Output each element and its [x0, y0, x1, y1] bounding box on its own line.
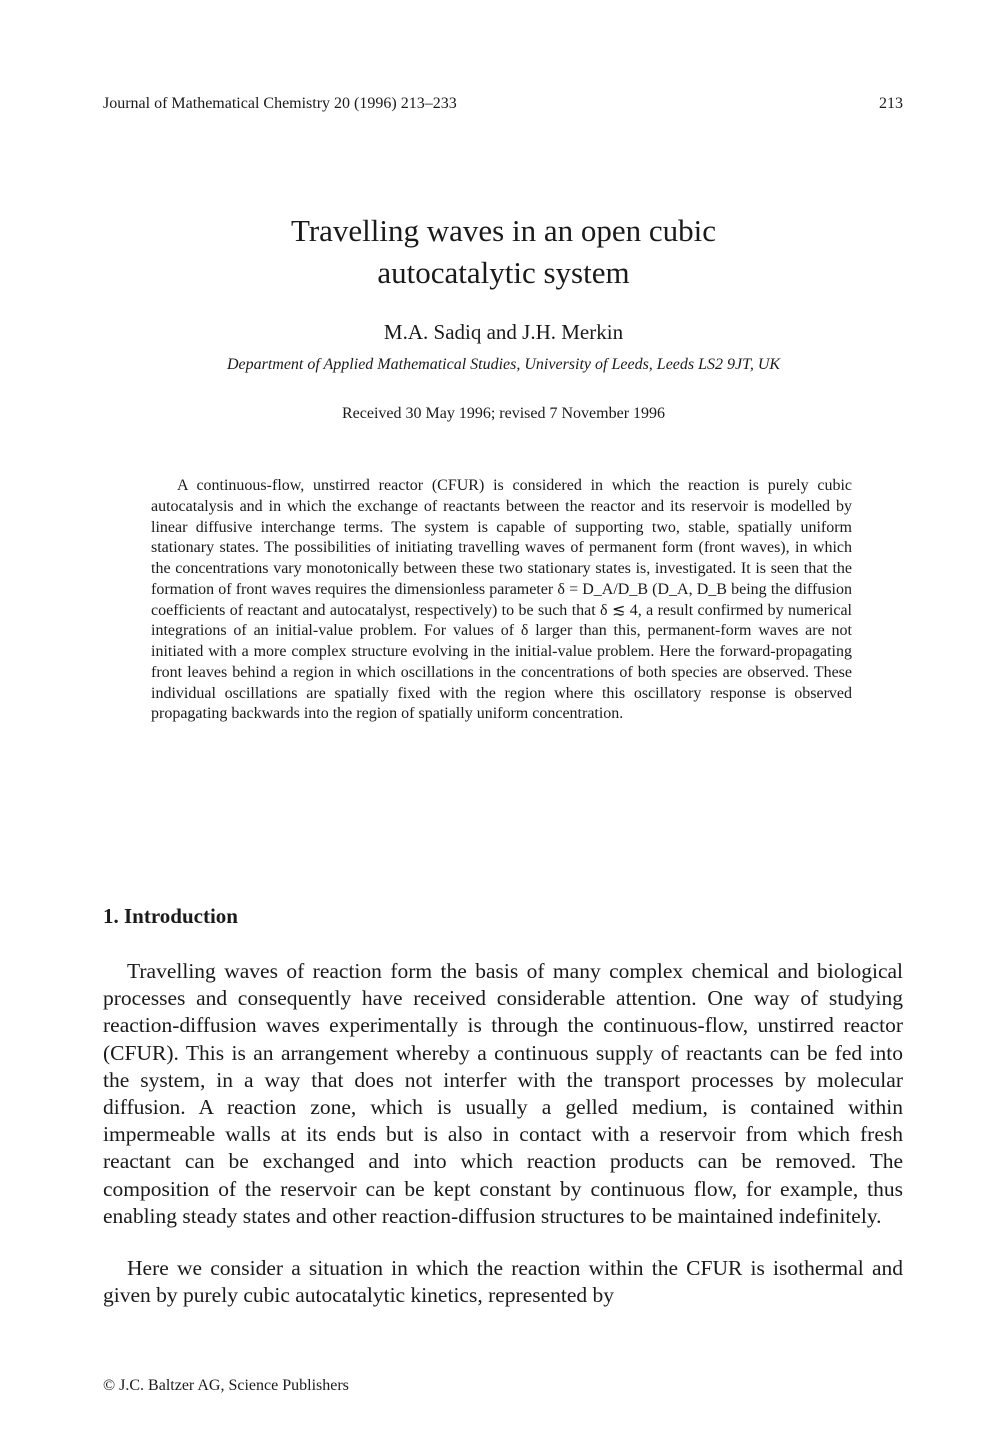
page-number: 213: [879, 95, 903, 112]
title-line-1: Travelling waves in an open cubic: [290, 213, 716, 248]
running-header: [103, 94, 903, 114]
paper-title: [0, 210, 1007, 294]
title-line-2: autocatalytic system: [377, 255, 630, 290]
received-dates: Received 30 May 1996; revised 7 November 1996: [341, 405, 666, 422]
affiliation: Department of Applied Mathematical Studies, University of Leeds, Leeds LS2 9JT, UK: [226, 356, 781, 373]
journal-citation: Journal of Mathematical Chemistry 20 (1996) 213–233: [103, 95, 457, 112]
copyright-footer: © J.C. Baltzer AG, Science Publishers: [103, 1377, 349, 1394]
abstract: A continuous-flow, unstirred reactor (CFUR) is considered in which the reaction is purely cubic autocatalysis and in which the exchange of reactants between the reactor and its reservoir is modelled by linear diffusive interchange terms. The system is capable of supporting two, stable, spatially uniform stationary states. The possibilities of initiating travelling waves of permanent form (front waves), in which the concentrations vary monotonically between these two stationary states is, investigated. It is seen that the formation of front waves requires the dimensionless parameter δ = D_A/D_B (D_A, D_B being the diffusion coefficients of reactant and autocatalyst, respectively) to be such that δ ≲ 4, a result confirmed by numerical integrations of an initial-value problem. For values of δ larger than this, permanent-form waves are not initiated with a more complex structure evolving in the initial-value problem. Here the forward-propagating front leaves behind a region in which oscillations in the concentrations of both species are observed. These individual oscillations are spatially fixed with the region where this oscillatory response is observed propagating backwards into the region of spatially uniform concentration.: [151, 477, 852, 723]
intro-paragraph-2: Here we consider a situation in which the reaction within the CFUR is isothermal and given by purely cubic autocatalytic kinetics, represented by: [103, 1256, 903, 1308]
section-heading: 1. Introduction: [103, 904, 238, 928]
intro-paragraph-1: Travelling waves of reaction form the basis of many complex chemical and biological processes and consequently have received considerable attention. One way of studying reaction-diffusion waves experimentally is through the continuous-flow, unstirred reactor (CFUR). This is an arrangement whereby a continuous supply of reactants can be fed into the system, in a way that does not interfer with the transport processes by molecular diffusion. A reaction zone, which is usually a gelled medium, is contained within impermeable walls at its ends but is also in contact with a reservoir from which fresh reactant can be exchanged and into which reaction products can be removed. The composition of the reservoir can be kept constant by continuous flow, for example, thus enabling steady states and other reaction-diffusion structures to be maintained indefinitely.: [103, 959, 903, 1228]
authors: M.A. Sadiq and J.H. Merkin: [383, 320, 624, 344]
